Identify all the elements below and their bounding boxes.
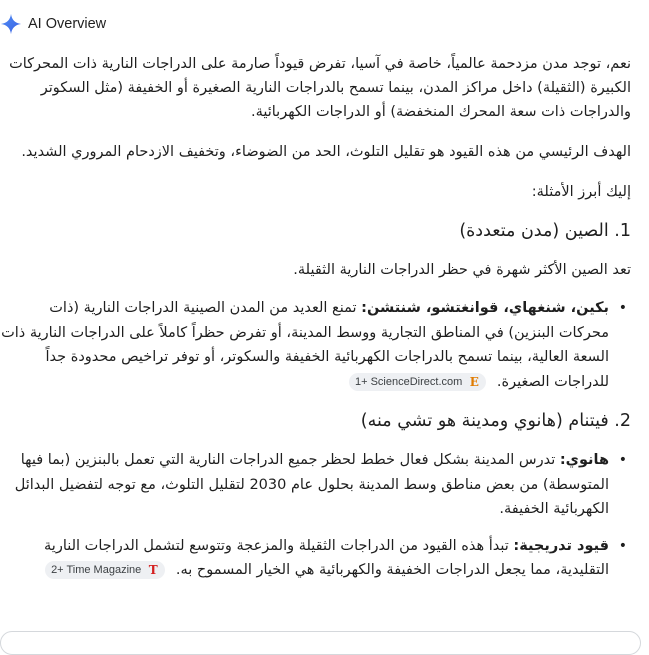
section-heading-china: 1. الصين (مدن متعددة): [459, 221, 631, 241]
section-intro-china: تعد الصين الأكثر شهرة في حظر الدراجات النارية الثقيلة.: [293, 262, 631, 278]
intro-paragraph: نعم، توجد مدن مزدحمة عالمياً، خاصة في آسيا، تفرض قيوداً صارمة على الدراجات النارية ذات المحركات الكبيرة (الثقيلة) داخل مراكز المدن، بينما تسمح بالدراجات النارية الصغيرة أو الخفيفة (مثل السكوتر والدراجات ذات سعة المحرك المنخفضة) أو الدراجات الكهربائية.: [9, 56, 631, 120]
examples-lead: إليك أبرز الأمثلة:: [531, 184, 631, 200]
source-chip-label: 1+ ScienceDirect.com: [354, 375, 463, 388]
sciencedirect-icon: E: [469, 374, 479, 389]
list-item-text: تمنع العديد من المدن الصينية الدراجات النارية (ذات محركات البنزين) في المناطق التجارية ووسط المدينة، أو تفرض حظراً كاملاً على الدراجات النارية ذات السعة العالية، بينما تسمح بالدراجات الكهربائية الخفيفة والسكوتر، أو توفر تراخيص محدودة جداً للدراجات الصغيرة.: [1, 300, 609, 390]
section-heading-vietnam: 2. فيتنام (هانوي ومدينة هو تشي منه): [360, 411, 631, 431]
ai-overview-header: [0, 12, 106, 36]
sparkle-icon: [0, 13, 22, 35]
overview-content: [0, 46, 631, 595]
ai-overview-title: AI Overview: [28, 16, 107, 32]
list-item-text: تدرس المدينة بشكل فعال خطط لحظر جميع الدراجات النارية التي تعمل بالبنزين (بما فيها المتوسطة) من بعض مناطق وسط المدينة بحلول عام 2030 لتقليل التلوث، مع توجه لتفضيل البدائل الكهربائية الخفيفة.: [14, 452, 609, 517]
source-chip-label: 2+ Time Magazine: [51, 564, 142, 576]
china-list: [0, 296, 631, 394]
list-item-title: قيود تدريجية:: [513, 537, 609, 554]
vietnam-list: [0, 448, 631, 583]
source-chip-sciencedirect[interactable]: [349, 373, 486, 391]
list-item-text: تبدأ هذه القيود من الدراجات الثقيلة والمزعجة وتتوسع لتشمل الدراجات النارية التقليدية، مما يجعل الدراجات الخفيفة والكهربائية هي الخيار المسموح به.: [44, 537, 609, 578]
goal-paragraph: الهدف الرئيسي من هذه القيود هو تقليل التلوث، الحد من الضوضاء، وتخفيف الازدحام المروري الشديد.: [21, 144, 631, 160]
list-item: [0, 296, 609, 394]
list-item: [0, 534, 609, 583]
bottom-input-bar[interactable]: [0, 631, 641, 655]
time-magazine-icon: T: [148, 563, 158, 578]
list-item: [0, 448, 609, 522]
list-item-title: هانوي:: [559, 452, 609, 468]
list-item-title: بكين، شنغهاي، قوانغتشو، شنتشن:: [361, 300, 609, 316]
source-chip-time-magazine[interactable]: [45, 561, 165, 579]
